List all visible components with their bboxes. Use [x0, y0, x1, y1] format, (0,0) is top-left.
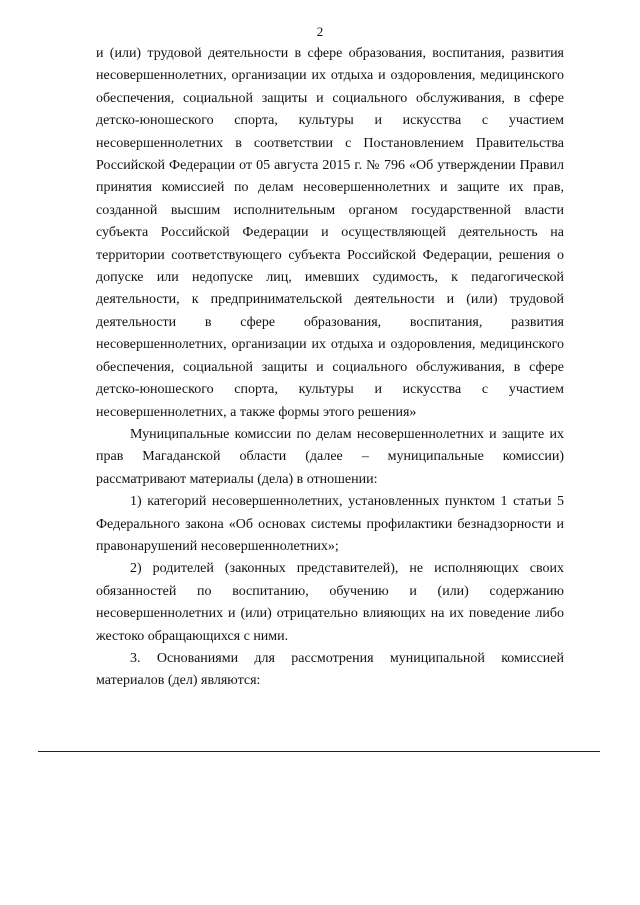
list-item-2: 2) родителей (законных представителей), не исполняющих своих обязанностей по воспитанию, обучению и (или) содержанию несовершеннолетних и (или) отрицательно влияющих на их поведение либо жестоко обращающихся с ними.	[96, 561, 564, 644]
paragraph-continuation: и (или) трудовой деятельности в сфере образования, воспитания, развития несовершеннолетних, организации их отдыха и оздоровления, медицинского обеспечения, социальной защиты и социального обслуживания, в сфере детско-юношеского спорта, культуры и искусства с участием несовершеннолетних в соответствии с Постановлением Правительства Российской Федерации от 05 августа 2015 г. № 796 «Об утверждении Правил принятия комиссией по делам несовершеннолетних и защите их прав, созданной высшим исполнительным органом государственной власти субъекта Российской Федерации и осуществляющей деятельность на территории соответствующего субъекта Российской Федерации, решения о допуске или недопуске лиц, имевших судимость, к педагогической деятельности, к предпринимательской деятельности и (или) трудовой деятельности в сфере образования, воспитания, развития несовершеннолетних, организации их отдыха и оздоровления, медицинского обеспечения, социальной защиты и социального обслуживания, в сфере детско-юношеского спорта, культуры и искусства с участием несовершеннолетних, а также формы этого решения»	[96, 46, 564, 420]
paragraph-municipal-commissions: Муниципальные комиссии по делам несовершеннолетних и защите их прав Магаданской области (далее – муниципальные комиссии) рассматривают материалы (дела) в отношении:	[96, 426, 564, 487]
bottom-divider-line	[38, 751, 600, 752]
document-body	[96, 43, 564, 693]
paragraph-item-3: 3. Основаниями для рассмотрения муниципальной комиссией материалов (дел) являются:	[96, 650, 564, 689]
page-number: 2	[316, 24, 324, 39]
list-item-1: 1) категорий несовершеннолетних, установленных пунктом 1 статьи 5 Федерального закона «Об основах системы профилактики безнадзорности и правонарушений несовершеннолетних»;	[96, 494, 564, 554]
